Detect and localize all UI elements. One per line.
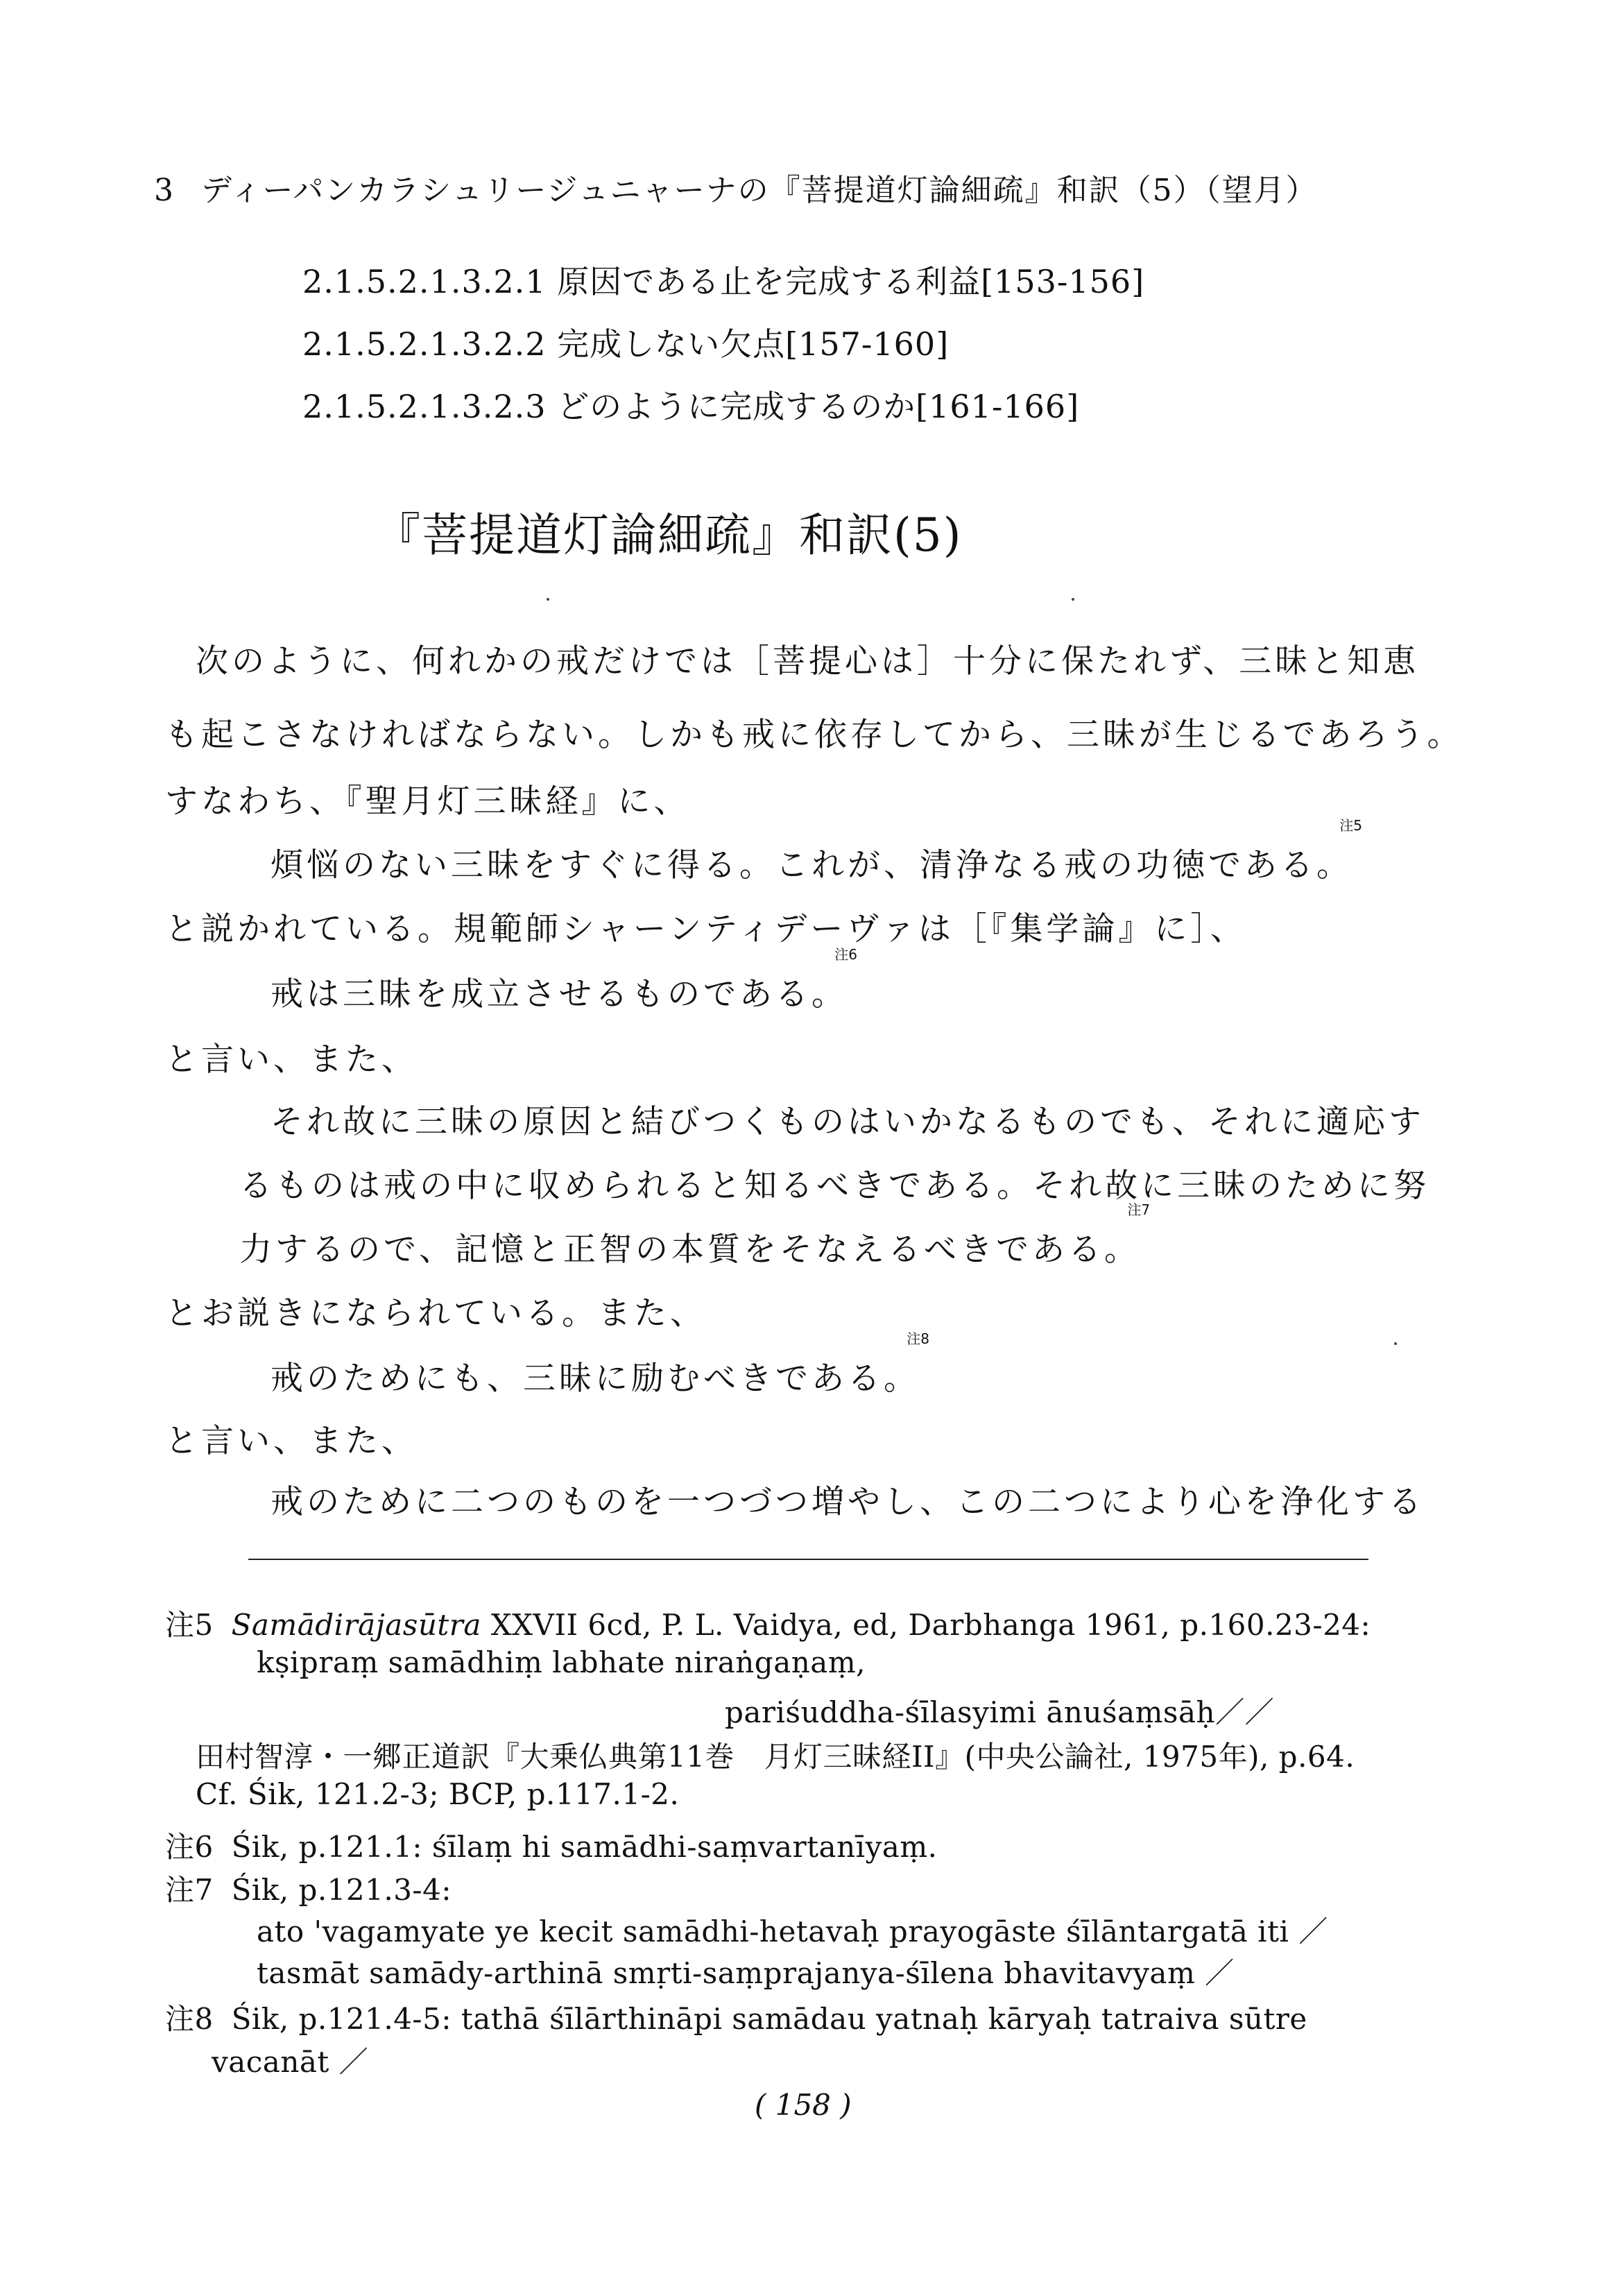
running-head [154, 165, 1318, 209]
toc-item-3: 2.1.5.2.1.3.2.3 どのように完成するのか[161-166] [302, 388, 1080, 425]
quote-text: 戒は三昧を成立させるものであ [270, 975, 775, 1013]
quote-line [270, 1330, 929, 1399]
body-line: 次のように、何れかの戒だけでは［菩提心は］十分に保たれず、三昧と知恵 [196, 642, 1420, 680]
note-ref-5 [1280, 817, 1362, 886]
body-line: と説かれている。規範師シャーンティデーヴァは［『集学論』に］、 [165, 910, 1246, 948]
quote-line [270, 817, 1362, 886]
running-head-title: ディーパンカラシュリージュニャーナの『菩提道灯論細疏』和訳（5）（望月） [201, 173, 1318, 208]
footnote-line: 田村智淳・一郷正道訳『大乗仏典第11巻 月灯三昧経II』(中央公論社, 1975年), p.64. [196, 1740, 1355, 1774]
quote-text-end: る。 [848, 1360, 920, 1398]
running-head-number: 3 [154, 173, 175, 208]
scan-speck [547, 598, 549, 601]
footnote-label: 注7 [165, 1873, 214, 1907]
footnote-line: Cf. Śik, 121.2-3; BCP, p.117.1-2. [196, 1777, 680, 1811]
note-marker-7: 注7 [1127, 1201, 1151, 1218]
quote-line [270, 946, 857, 1015]
page-number: ( 158 ) [755, 2088, 852, 2122]
body-line: すなわち、『聖月灯三昧経』に、 [165, 782, 690, 821]
quote-line: るものは戒の中に収められると知るべきである。それ故に三昧のために努 [239, 1167, 1429, 1205]
footnote-line: kṣipraṃ samādhiṃ labhate niraṅgaṇaṃ, [257, 1645, 866, 1679]
footnote-divider [248, 1559, 1368, 1560]
quote-text-end: る。 [1280, 846, 1352, 884]
footnote-text: Śik, p.121.1: śīlaṃ hi samādhi-saṃvartanīyaṃ. [231, 1830, 938, 1864]
footnote-text: Śik, p.121.3-4: [231, 1873, 452, 1907]
scan-speck [1394, 1342, 1397, 1345]
footnote-work-title: Samādirājasūtra [231, 1608, 481, 1642]
note-ref-8 [848, 1330, 929, 1399]
note-ref-7 [1068, 1201, 1151, 1270]
note-marker-6: 注6 [834, 946, 857, 963]
scan-speck [1072, 598, 1074, 601]
footnote-line: pariśuddha-śīlasyimi ānuśaṃsāḥ／／ [725, 1695, 1275, 1729]
footnote-8 [165, 1996, 1307, 2038]
footnote-6 [165, 1824, 938, 1866]
footnote-label: 注6 [165, 1830, 214, 1864]
quote-line: 戒のために二つのものを一つづつ増やし、この二つにより心を浄化する [270, 1483, 1425, 1521]
footnote-text: XXVII 6cd, P. L. Vaidya, ed, Darbhanga 1961, p.160.23-24: [481, 1608, 1371, 1642]
footnote-line: ato 'vagamyate ye kecit samādhi-hetavaḥ prayogāste śīlāntargatā iti ／ [257, 1914, 1328, 1948]
footnote-label: 注8 [165, 2002, 214, 2036]
toc-item-1: 2.1.5.2.1.3.2.1 原因である止を完成する利益[153-156] [302, 263, 1145, 300]
body-line: とお説きになられている。また、 [165, 1294, 706, 1333]
body-line: も起こさなければならない。しかも戒に依存してから、三昧が生じるであろう。 [165, 716, 1463, 754]
body-line: と言い、また、 [165, 1040, 418, 1079]
quote-text: 力するので、記憶と正智の本質をそなえるべきであ [239, 1231, 1069, 1269]
footnote-5 [165, 1602, 1371, 1644]
note-marker-8: 注8 [907, 1330, 929, 1347]
note-marker-5: 注5 [1339, 817, 1362, 834]
footnote-7 [165, 1867, 452, 1909]
quote-text-end: る。 [775, 975, 848, 1013]
section-title: 『菩提道灯論細疏』和訳(5) [375, 508, 963, 562]
quote-text-end: る。 [1068, 1231, 1141, 1269]
quote-line [239, 1201, 1151, 1270]
footnote-line: tasmāt samādy-arthinā smṛti-saṃprajanya-śīlena bhavitavyaṃ ／ [257, 1956, 1235, 1990]
footnote-label: 注5 [165, 1608, 214, 1642]
body-line: と言い、また、 [165, 1422, 418, 1460]
quote-text: 戒のためにも、三昧に励むべきであ [270, 1360, 848, 1398]
footnote-line: vacanāt ／ [212, 2045, 369, 2079]
quote-line: それ故に三昧の原因と結びつくものはいかなるものでも、それに適応す [270, 1103, 1425, 1141]
toc-item-2: 2.1.5.2.1.3.2.2 完成しない欠点[157-160] [302, 325, 950, 363]
note-ref-6 [775, 946, 857, 1015]
footnote-text: Śik, p.121.4-5: tathā śīlārthināpi samādau yatnaḥ kāryaḥ tatraiva sūtre [231, 2002, 1307, 2036]
quote-text: 煩悩のない三昧をすぐに得る。これが、清浄なる戒の功徳であ [270, 846, 1280, 884]
